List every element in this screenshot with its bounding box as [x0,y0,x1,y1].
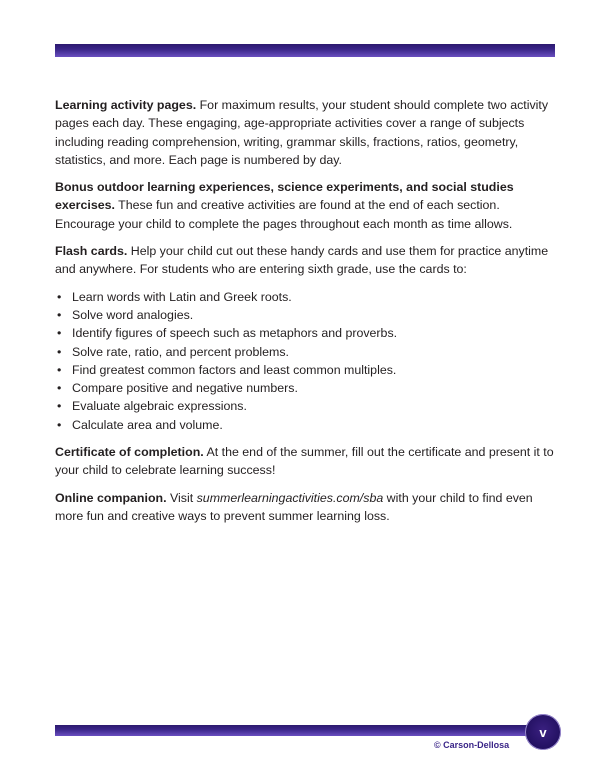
flash-card-bullet-list [55,288,555,434]
list-item: • Solve word analogies. [55,306,555,324]
certificate-text: At the end of the summer, fill out the certificate and present it to your child to celebrate learning success! [55,445,554,478]
list-item: • Find greatest common factors and least common multiples. [55,361,555,379]
page-content [55,96,555,534]
paragraph-bonus [55,178,555,233]
list-item: • Solve rate, ratio, and percent problems. [55,343,555,361]
page-number: v [539,724,547,740]
bottom-footer-bar [55,725,533,736]
top-header-bar [55,44,555,57]
flash-cards-heading: Flash cards. [55,244,128,259]
copyright-text: © Carson-Dellosa [434,740,510,750]
list-item: • Compare positive and negative numbers. [55,379,555,397]
online-heading: Online companion. [55,490,167,505]
flash-cards-text: Help your child cut out these handy cards and use them for practice anytime and anywhere. For students who are entering sixth grade, use the cards to: [55,244,549,277]
list-item: • Evaluate algebraic expressions. [55,397,555,415]
bonus-heading: Bonus outdoor learning experiences, science experiments, and social studies exercises. [55,180,514,213]
list-item: • Identify figures of speech such as metaphors and proverbs. [55,324,555,342]
online-text-post: with your child to find even more fun and creative ways to prevent summer learning loss. [55,490,533,523]
paragraph-certificate [55,443,555,480]
bonus-text: These fun and creative activities are found at the end of each section. Encourage your child to complete the pages throughout each month as time allows. [55,198,513,231]
page-number-badge [525,714,561,750]
activity-pages-text: For maximum results, your student should complete two activity pages each day. These engaging, age-appropriate activities cover a range of subjects including reading comprehension, writing, grammar skills, fractions, ratios, geometry, statistics, and more. Each page is numbered by day. [55,98,549,167]
activity-pages-heading: Learning activity pages. [55,98,197,112]
website-link[interactable]: summerlearningactivities.com/sba [196,490,384,505]
list-item: • Learn words with Latin and Greek roots. [55,288,555,306]
list-item: • Calculate area and volume. [55,416,555,434]
paragraph-online [55,489,555,526]
certificate-heading: Certificate of completion. [55,445,204,460]
paragraph-activity-pages [55,96,555,169]
paragraph-flash-cards [55,242,555,279]
online-text-pre: Visit [166,490,197,505]
